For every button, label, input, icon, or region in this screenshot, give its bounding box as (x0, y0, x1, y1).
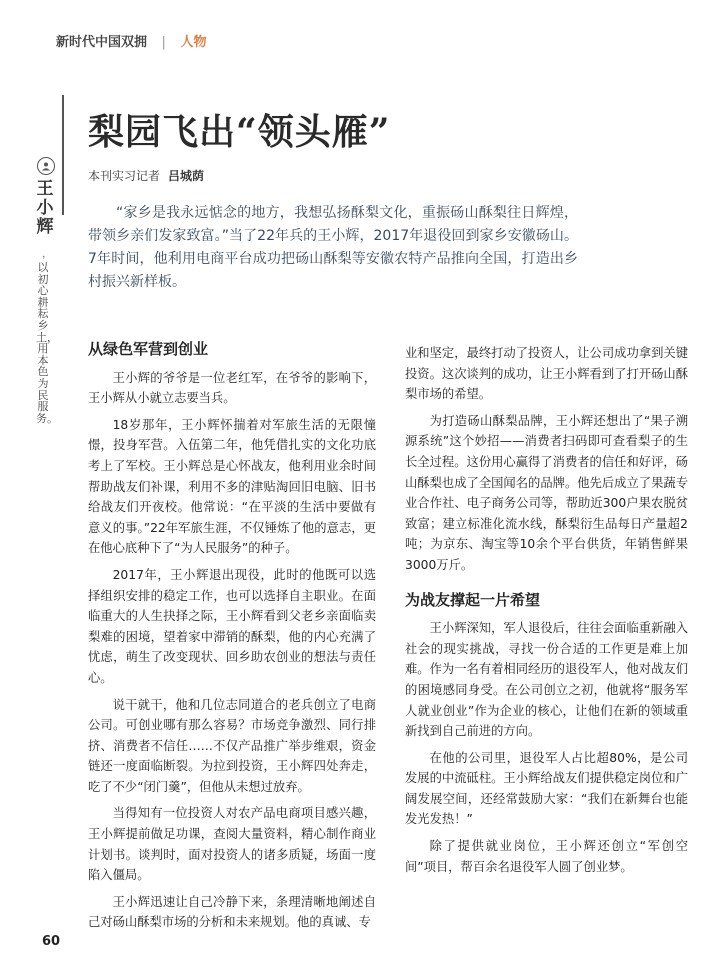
byline-name: 吕城荫 (168, 169, 205, 183)
article-title: 梨园飞出“领头雁” (88, 111, 391, 153)
page-number: 60 (42, 934, 61, 949)
sidebar-description: 以初心耕耘乡土，用本色为民服务。 (36, 261, 58, 425)
paragraph-continuation: 业和坚定，最终打动了投资人，让公司成功拿到关键投资。这次谈判的成功，让王小辉看到了打开砀山酥梨市场的希望。 (405, 346, 688, 402)
sidebar-mark: ， (42, 249, 52, 260)
right-column (405, 343, 688, 883)
byline (88, 167, 204, 184)
person-icon (37, 157, 55, 175)
paragraph: 在他的公司里，退役军人占比超80%，是公司发展的中流砥柱。王小辉给战友们提供稳定岗位和广阔发展空间，还经常鼓励大家：“我们在新舞台也能发光发热！” (405, 750, 688, 827)
paragraph: 当得知有一位投资人对农产品电商项目感兴趣，王小辉提前做足功课，查阅大量资料，精心制作商业计划书。谈判时，面对投资人的诸多质疑，场面一度陷入僵局。 (88, 806, 376, 883)
paragraph: 说干就干，他和几位志同道合的老兵创立了电商公司。可创业哪有那么容易？市场竞争激烈、同行排挤、消费者不信任……不仅产品推广举步维艰，资金链还一度面临断裂。为拉到投资，王小辉四处奔走，吃了不少“闭门羹”，但他从未想过放弃。 (88, 697, 376, 794)
header-section: 新时代中国双拥 (56, 35, 148, 50)
section-heading: 从绿色军营到创业 (88, 340, 209, 358)
title-rule (62, 95, 64, 215)
page-header (56, 31, 206, 50)
header-category: 人物 (180, 35, 207, 50)
left-column (88, 339, 376, 939)
paragraph: 2017年，王小辉退出现役，此时的他既可以选择组织安排的稳定工作，也可以选择自主职业。在面临重大的人生抉择之际，王小辉看到父老乡亲面临卖梨难的困境，望着家中滞销的酥梨，他的内心充满了忧虑，萌生了改变现状、回乡助农创业的想法与责任心。 (88, 567, 376, 685)
byline-label: 本刊实习记者 (88, 169, 161, 183)
sidebar-person-name: 王小辉 (36, 179, 54, 237)
paragraph: 王小辉迅速让自己冷静下来，条理清晰地阐述自己对砀山酥梨市场的分析和未来规划。他的真诚、专 (88, 894, 376, 930)
paragraph: 王小辉深知，军人退役后，往往会面临重新融入社会的现实挑战，寻找一份合适的工作更是难上加难。作为一名有着相同经历的退役军人，他对战友们的困境感同身受。在公司创立之初，他就将“服务军人就业创业”作为企业的核心，让他们在新的领域重新找到自己前进的方向。 (405, 621, 688, 739)
section-heading: 为战友撑起一片希望 (405, 590, 541, 609)
lead-paragraph: “家乡是我永远惦念的地方，我想弘扬酥梨文化，重振砀山酥梨往日辉煌，带领乡亲们发家致富。”当了22年兵的王小辉，2017年退役回到家乡安徽砀山。7年时间，他利用电商平台成功把砀山酥梨等安徽农特产品推向全国，打造出乡村振兴新样板。 (88, 205, 578, 290)
header-separator: | (161, 35, 166, 50)
paragraph: 为打造砀山酥梨品牌，王小辉还想出了“果子溯源系统”这个妙招——消费者扫码即可查看梨子的生长全过程。这份用心赢得了消费者的信任和好评，砀山酥梨也成了全国闻名的品牌。他先后成立了果蔬专业合作社、电子商务公司等，帮助近300户果农脱贫致富；建立标准化流水线，酥梨衍生品每日产量超2吨；为京东、淘宝等10余个平台供货，年销售鲜果3000万斤。 (405, 413, 688, 572)
paragraph: 王小辉的爷爷是一位老红军，在爷爷的影响下，王小辉从小就立志要当兵。 (88, 370, 376, 406)
paragraph: 18岁那年，王小辉怀揣着对军旅生活的无限憧憬，投身军营。入伍第二年，他凭借扎实的文化功底考上了军校。王小辉总是心怀战友，他利用业余时间帮助战友们补课，利用不多的津贴淘回旧电脑、旧书给战友们开夜校。他常说：“在平淡的生活中要做有意义的事。”22年军旅生涯，不仅锤炼了他的意志，更在他心底种下了“为人民服务”的种子。 (88, 417, 376, 556)
paragraph: 除了提供就业岗位，王小辉还创立“军创空间”项目，帮百余名退役军人圆了创业梦。 (405, 839, 688, 874)
